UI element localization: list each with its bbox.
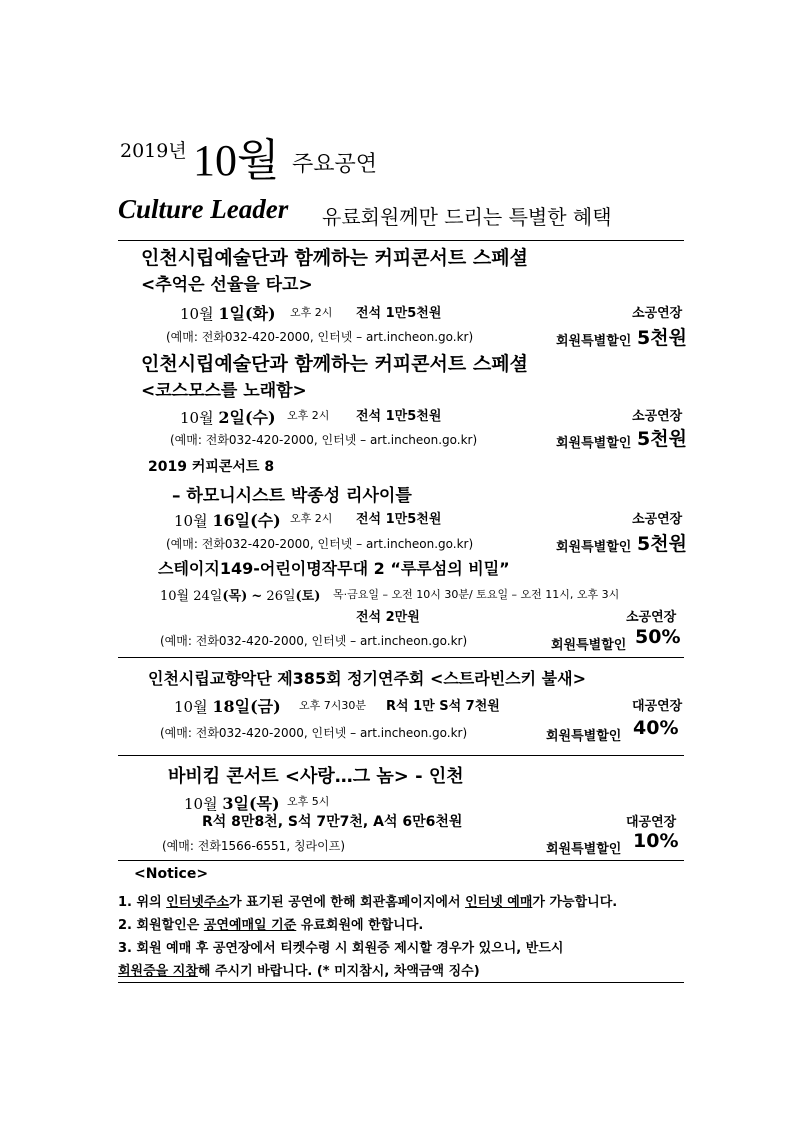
event-3-booking: (예매: 전화032-420-2000, 인터넷 – art.incheon.go.kr) [166,537,474,551]
notice-emphasis: 회원증을 지참 [118,964,198,979]
event-4-discount-value: 50% [635,626,681,648]
event-2-time: 오후 2시 [287,409,330,422]
notice-item-3: 3. 회원 예매 후 공연장에서 티켓수령 시 회원증 제시할 경우가 있으니, 반드시 [118,941,564,956]
event-2-booking: (예매: 전화032-420-2000, 인터넷 – art.incheon.go.kr) [170,433,478,447]
event-5-title: 인천시립교향악단 제385회 정기연주회 <스트라빈스키 불새> [148,669,586,688]
date-weekday: (금) [250,697,281,716]
date-start: 24일 [193,589,223,604]
event-2-price: 전석 1만5천원 [356,409,442,424]
event-5-time: 오후 7시30분 [299,699,366,712]
notice-text: 2. 회원할인은 [118,918,204,933]
event-1-venue: 소공연장 [632,306,683,321]
event-4-discount-label: 회원특별할인 [551,638,627,653]
divider [118,982,684,983]
subtitle-ko: 유료회원께만 드리는 특별한 혜택 [322,205,612,229]
event-5-price: R석 1만 S석 7천원 [386,699,500,714]
divider [118,755,684,756]
event-6-time: 오후 5시 [287,795,330,808]
event-6-discount-label: 회원특별할인 [546,842,622,857]
title-month: 10월 [193,136,280,185]
event-1-time: 오후 2시 [290,306,333,319]
date-end-weekday: (토) [295,589,321,604]
date-month: 10월 [180,409,214,427]
date-day: 1일 [218,304,245,323]
event-3-title: 2019 커피콘서트 8 [148,459,275,475]
event-6-title: 바비킴 콘서트 <사랑…그 놈> - 인천 [168,766,464,787]
subtitle-en: Culture Leader [118,194,289,224]
date-tilde: ~ [251,589,263,604]
event-3-venue: 소공연장 [632,512,683,527]
date-weekday: (화) [244,304,276,323]
notice-text: 가 표기된 공연에 한해 회관홈페이지에서 [228,895,466,910]
notice-text: 1. 위의 [118,895,167,910]
event-3-discount-value: 5천원 [637,533,687,555]
date-weekday: (수) [244,408,276,427]
event-2-discount-label: 회원특별할인 [556,436,632,451]
event-3-price: 전석 1만5천원 [356,512,442,527]
event-1-discount-label: 회원특별할인 [556,334,632,349]
date-month: 10월 [174,698,208,716]
event-6-discount-value: 10% [633,830,679,852]
notice-emphasis: 인터넷주소 [166,895,229,910]
date-month: 10월 [174,512,208,530]
event-1-discount-value: 5천원 [637,327,687,349]
notice-item-1 [118,891,617,910]
event-1-booking: (예매: 전화032-420-2000, 인터넷 – art.incheon.go.kr) [166,330,474,344]
date-month: 10월 [184,795,218,813]
event-2-venue: 소공연장 [632,409,683,424]
event-5-venue: 대공연장 [632,699,683,714]
event-1-price: 전석 1만5천원 [356,306,442,321]
event-6-venue: 대공연장 [626,815,677,830]
notice-text: 유료회원에 한합니다. [296,918,424,933]
notice-text: 해 주시기 바랍니다. (* 미지참시, 차액금액 징수) [197,964,480,979]
event-1-subtitle: <추억은 선율을 타고> [141,275,313,295]
event-2-date [180,405,276,428]
notice-item-2 [118,914,423,933]
event-6-booking: (예매: 전화1566-6551, 칭라이프) [162,839,345,853]
event-3-subtitle: – 하모니시스트 박종성 리사이틀 [172,486,412,506]
event-3-time: 오후 2시 [290,512,333,525]
date-end: 26일 [266,589,296,604]
event-5-discount-label: 회원특별할인 [546,729,622,744]
date-start-weekday: (목) [222,589,248,604]
notice-item-3-cont [118,960,480,979]
event-6-price: R석 8만8천, S석 7만7천, A석 6만6천원 [202,814,463,830]
date-day: 16일 [212,511,251,530]
event-4-title: 스테이지149-어린이명작무대 2 “루루섬의 비밀” [158,559,510,578]
event-1-date [180,301,276,324]
event-4-booking: (예매: 전화032-420-2000, 인터넷 – art.incheon.go.kr) [160,634,468,648]
event-2-discount-value: 5천원 [637,428,687,450]
page-title: 주요공연 [292,152,378,177]
date-month: 10월 [160,589,190,604]
notice-emphasis: 인터넷 예매 [465,895,533,910]
divider [118,657,684,658]
date-month: 10월 [180,305,214,323]
event-4-date [160,585,320,604]
event-3-discount-label: 회원특별할인 [556,540,632,555]
event-4-time: 목·금요일 – 오전 10시 30분/ 토요일 – 오전 11시, 오후 3시 [333,588,620,601]
event-2-subtitle: <코스모스를 노래함> [141,381,307,401]
event-3-date [174,508,281,531]
date-weekday: (목) [248,794,280,813]
event-4-venue: 소공연장 [626,610,677,625]
event-4-price: 전석 2만원 [356,610,420,625]
date-day: 18일 [212,697,251,716]
event-2-title: 인천시립예술단과 함께하는 커피콘서트 스페셜 [141,353,528,375]
notice-heading: <Notice> [134,866,209,882]
divider [118,860,684,861]
notice-emphasis: 공연예매일 기준 [203,918,297,933]
date-weekday: (수) [250,511,281,530]
title-year: 2019년 [120,140,187,162]
event-5-booking: (예매: 전화032-420-2000, 인터넷 – art.incheon.go.kr) [160,726,468,740]
notice-text: 가 가능합니다. [532,895,618,910]
event-5-date [174,694,281,717]
event-5-discount-value: 40% [633,717,679,739]
divider [118,240,684,241]
event-1-title: 인천시립예술단과 함께하는 커피콘서트 스페셜 [141,247,528,269]
date-day: 2일 [218,408,245,427]
date-day: 3일 [222,794,249,813]
